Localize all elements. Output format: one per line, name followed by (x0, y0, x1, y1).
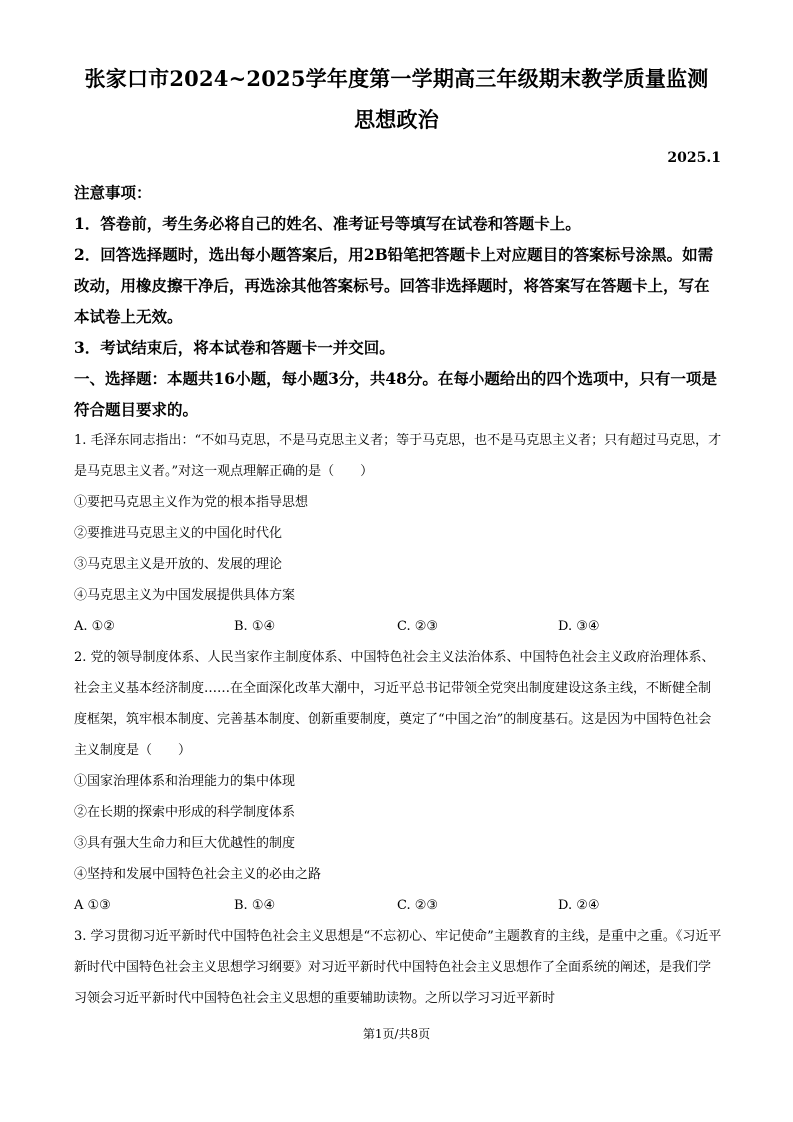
subject-title: 思想政治 (354, 107, 439, 132)
question-1-choice-a: A. ①② (74, 619, 115, 634)
note-item-1: 1．答卷前，考生务必将自己的姓名、准考证号等填写在试卷和答题卡上。 (74, 214, 581, 233)
question-2-stem: 2. 党的领导制度体系、人民当家作主制度体系、中国特色社会主义法治体系、中国特色社会主义政府治理体系、社会主义基本经济制度……在全面深化改革大潮中，习近平总书记带领全党突出制度建设这条主线，不断健全制度框架，筑牢根本制度、完善基本制度、创新重要制度，奠定了“中国之治”的制度基石。这是因为中国特色社会主义制度是（ ） (74, 650, 715, 758)
question-1-choice-b: B. ①④ (234, 619, 276, 634)
section-heading: 一、选择题：本题共16小题，每小题3分，共48分。在每小题给出的四个选项中，只有一项是符合题目要求的。 (74, 369, 717, 419)
question-1-choices (74, 617, 722, 637)
question-2-option-1: ①国家治理体系和治理能力的集中体现 (74, 774, 296, 789)
question-3-stem: 3. 学习贯彻习近平新时代中国特色社会主义思想是“不忘初心、牢记使命”主题教育的主线，是重中之重。《习近平新时代中国特色社会主义思想学习纲要》对习近平新时代中国特色社会主义思想作了全面系统的阐述，是我们学习领会习近平新时代中国特色社会主义思想的重要辅助读物。之所以学习习近平新时 (74, 929, 722, 1006)
question-1-option-3: ③马克思主义是开放的、发展的理论 (74, 557, 283, 572)
question-1-choice-c: C. ②③ (397, 619, 439, 634)
question-2-choice-d: D. ②④ (558, 898, 600, 913)
question-1-option-4: ④马克思主义为中国发展提供具体方案 (74, 588, 296, 603)
exam-date: 2025.1 (667, 150, 721, 166)
question-1-option-1: ①要把马克思主义作为党的根本指导思想 (74, 495, 309, 510)
question-2-choice-c: C. ②③ (397, 898, 439, 913)
question-2-choice-a: A ①③ (74, 898, 111, 913)
note-item-2: 2．回答选择题时，选出每小题答案后，用2B铅笔把答题卡上对应题目的答案标号涂黑。如需改动，用橡皮擦干净后，再选涂其他答案标号。回答非选择题时，将答案写在答题卡上，写在本试卷上无效。 (74, 245, 714, 326)
question-2-choices (74, 896, 722, 916)
question-2-option-3: ③具有强大生命力和巨大优越性的制度 (74, 836, 296, 851)
page-number: 第1页/共8页 (362, 1027, 431, 1041)
question-2-option-2: ②在长期的探索中形成的科学制度体系 (74, 805, 296, 820)
note-item-3: 3．考试结束后，将本试卷和答题卡一并交回。 (74, 338, 395, 357)
notes-heading: 注意事项： (74, 183, 152, 202)
question-2-option-4: ④坚持和发展中国特色社会主义的必由之路 (74, 867, 322, 882)
question-1-option-2: ②要推进马克思主义的中国化时代化 (74, 526, 283, 541)
question-1-choice-d: D. ③④ (558, 619, 600, 634)
exam-title: 张家口市2024~2025学年度第一学期高三年级期末教学质量监测 (84, 66, 709, 91)
question-2-choice-b: B. ①④ (234, 898, 276, 913)
question-1-stem: 1. 毛泽东同志指出：“不如马克思，不是马克思主义者；等于马克思，也不是马克思主义者；只有超过马克思，才是马克思主义者。”对这一观点理解正确的是（ ） (74, 433, 722, 479)
